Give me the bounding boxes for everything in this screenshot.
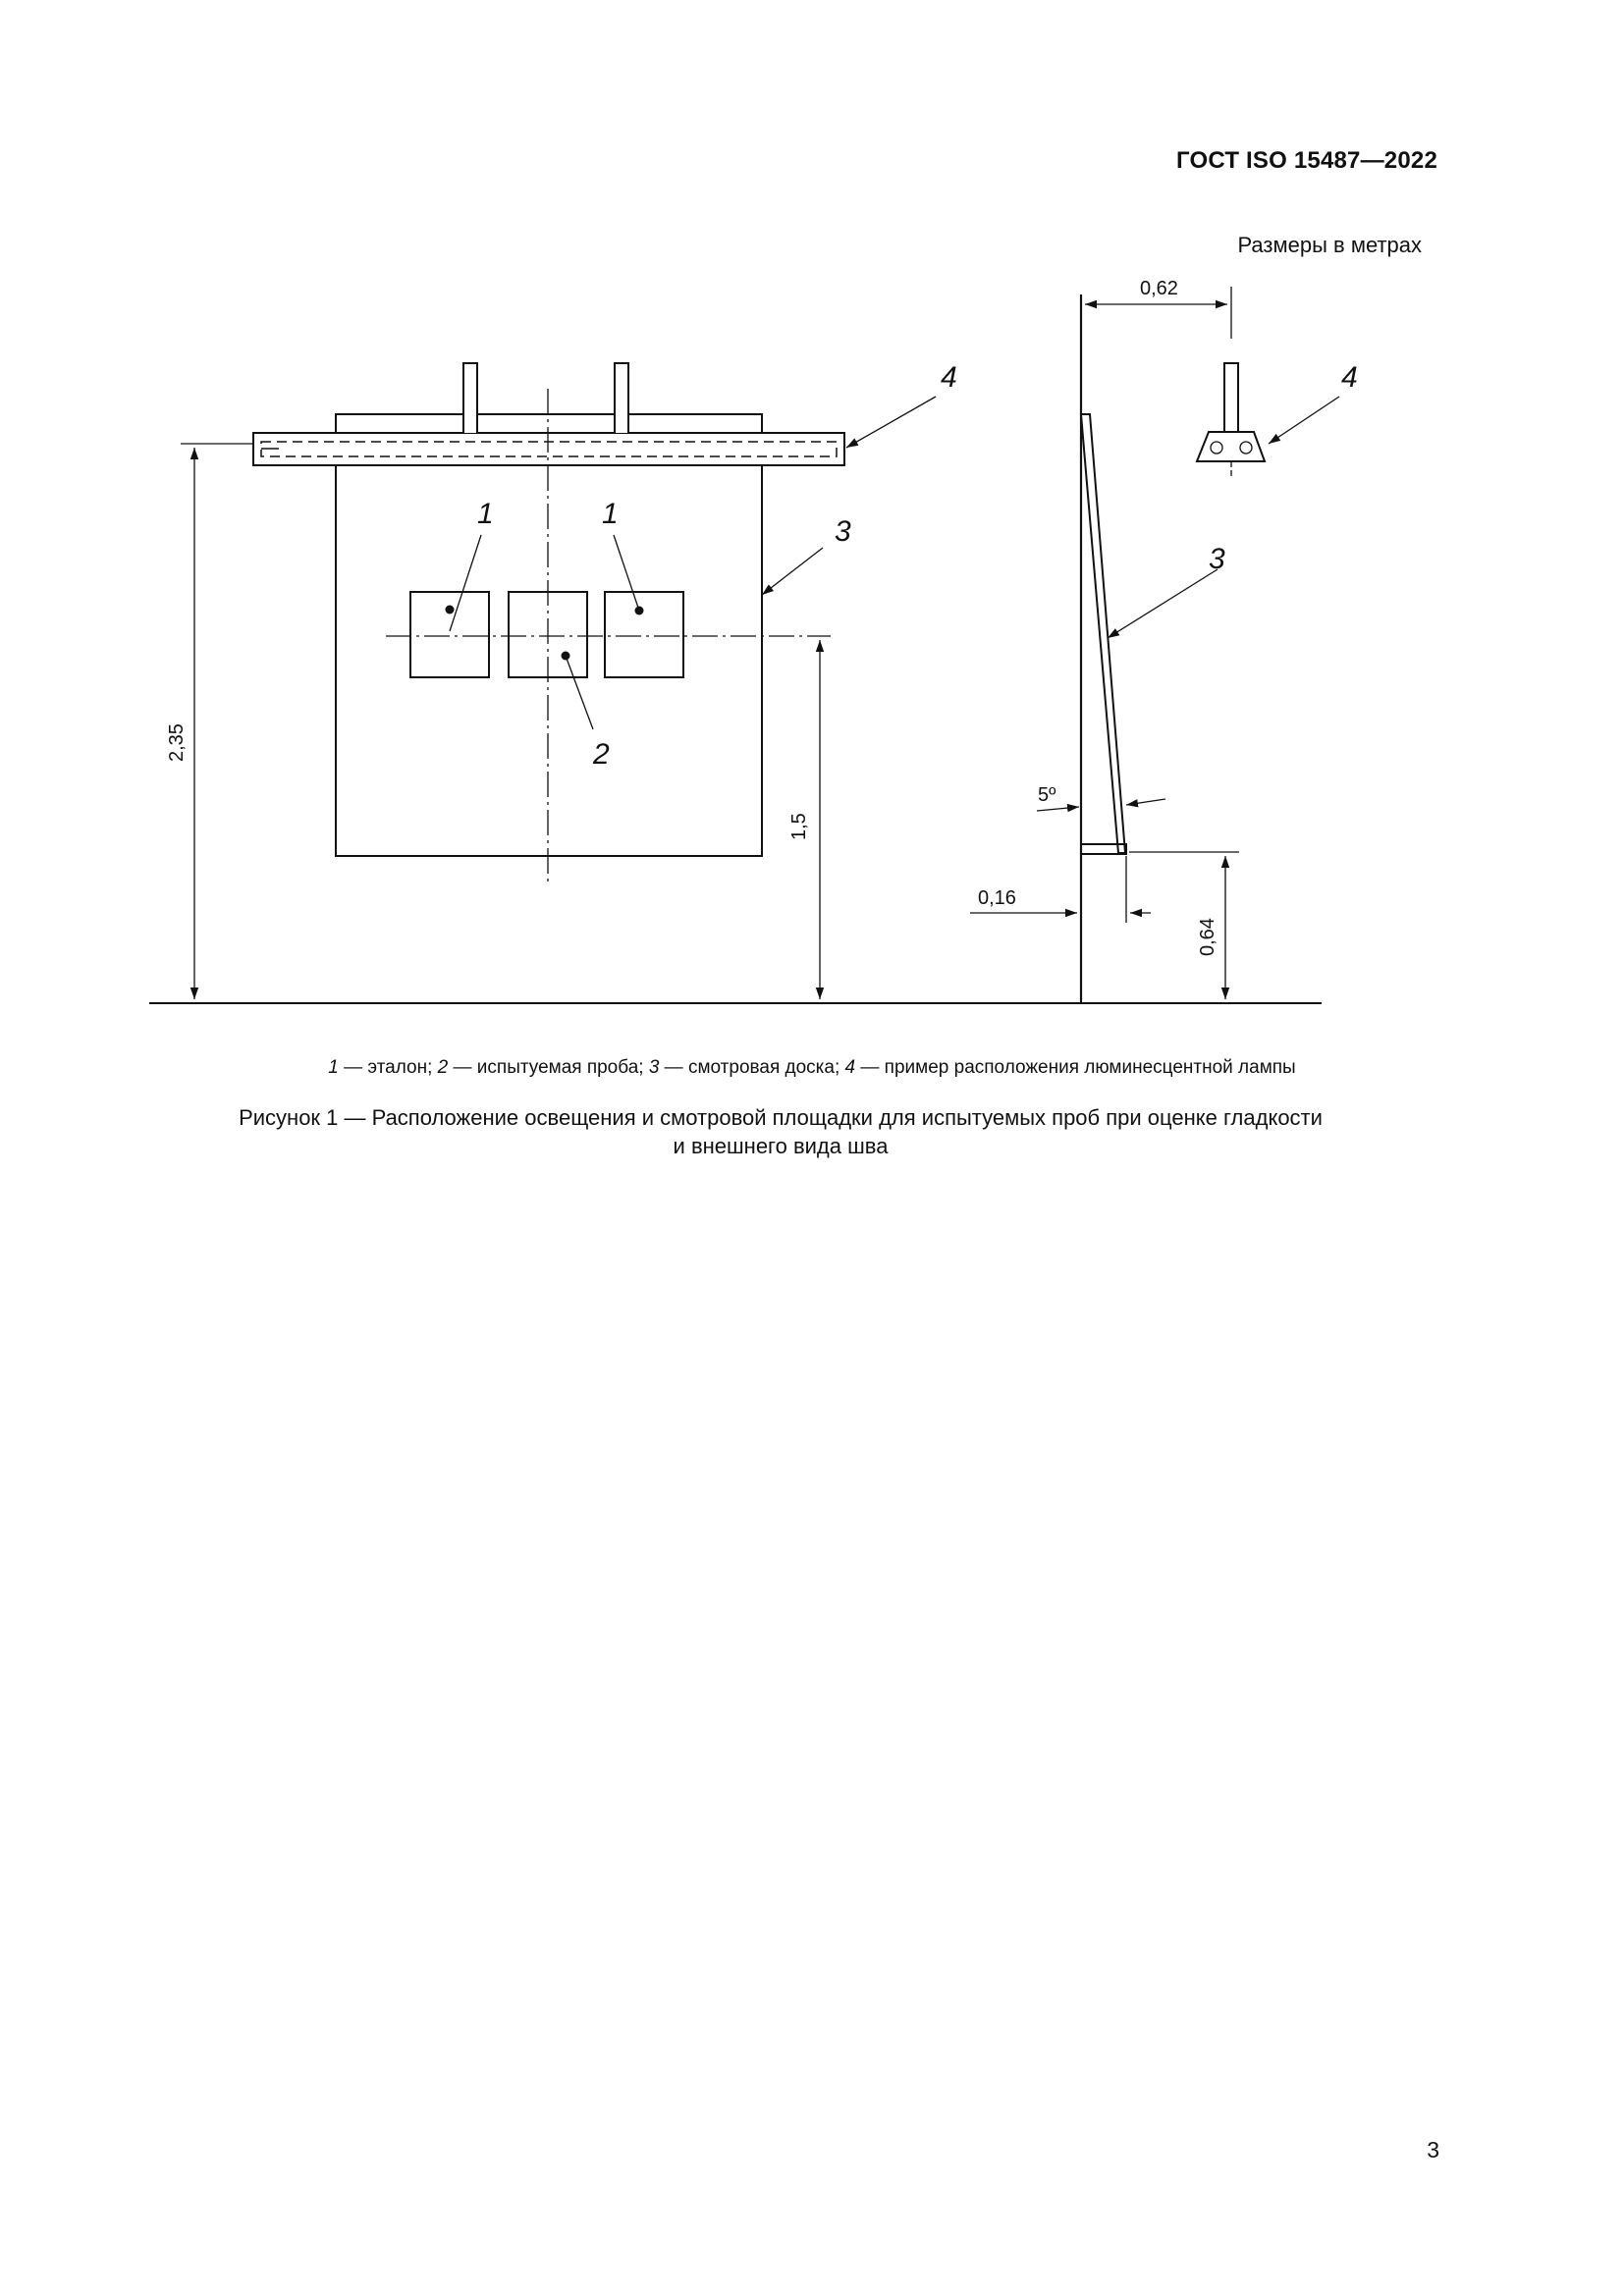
figure-legend [0,1057,1624,1079]
legend-num-2: 2 [437,1057,449,1078]
legend-text-3: — смотровая доска; [659,1057,845,1078]
viewing-board-front [336,414,762,856]
legend-num-3: 3 [648,1057,660,1078]
document-header: ГОСТ ISO 15487—2022 [1176,147,1437,174]
lamp-hook-left [463,363,477,433]
units-note: Размеры в метрах [1237,233,1422,257]
label-4-side: 4 [1341,361,1358,394]
label-2: 2 [593,738,610,771]
legend-num-1: 1 [328,1057,339,1078]
legend-text-2: — испытуемая проба; [448,1057,649,1078]
reference-sample-left [410,592,489,677]
lamp-side [1197,432,1265,461]
leader-2 [566,656,593,729]
angle-marker-5 [1126,799,1165,805]
label-3-side: 3 [1209,543,1225,575]
leader-1-left [450,535,481,631]
viewing-board-side [1081,414,1125,853]
lamp-bar-front [253,433,844,465]
page-number: 3 [1427,2137,1439,2163]
lamp-hook-right [615,363,628,433]
dim-0-64: 0,64 [1197,918,1218,956]
label-3-front: 3 [835,515,851,548]
leader-1-right [614,535,639,611]
dim-2-35: 2,35 [166,723,188,762]
label-1-right: 1 [602,498,619,530]
label-4-front: 4 [941,361,957,394]
leader-4-side [1269,397,1339,444]
dim-0-62: 0,62 [1140,278,1178,299]
leader-3-side [1108,569,1218,638]
dim-angle: 5º [1038,784,1056,806]
leader-3-front [762,548,823,595]
caption-line-2: и внешнего вида шва [673,1134,889,1158]
legend-text-4: — пример расположения люминесцентной лампы [855,1057,1296,1078]
figure-caption [147,1103,1414,1160]
legend-num-4: 4 [844,1057,856,1078]
dim-0-16: 0,16 [978,887,1016,909]
caption-line-1: Рисунок 1 — Расположение освещения и смотровой площадки для испытуемых проб при оценке гладкости [239,1105,1323,1130]
reference-sample-right [605,592,683,677]
figure-drawing [0,0,1624,1041]
leader-4-front [846,397,936,448]
label-1-left: 1 [477,498,494,530]
legend-text-1: — эталон; [338,1057,438,1078]
dim-1-5: 1,5 [788,813,810,840]
